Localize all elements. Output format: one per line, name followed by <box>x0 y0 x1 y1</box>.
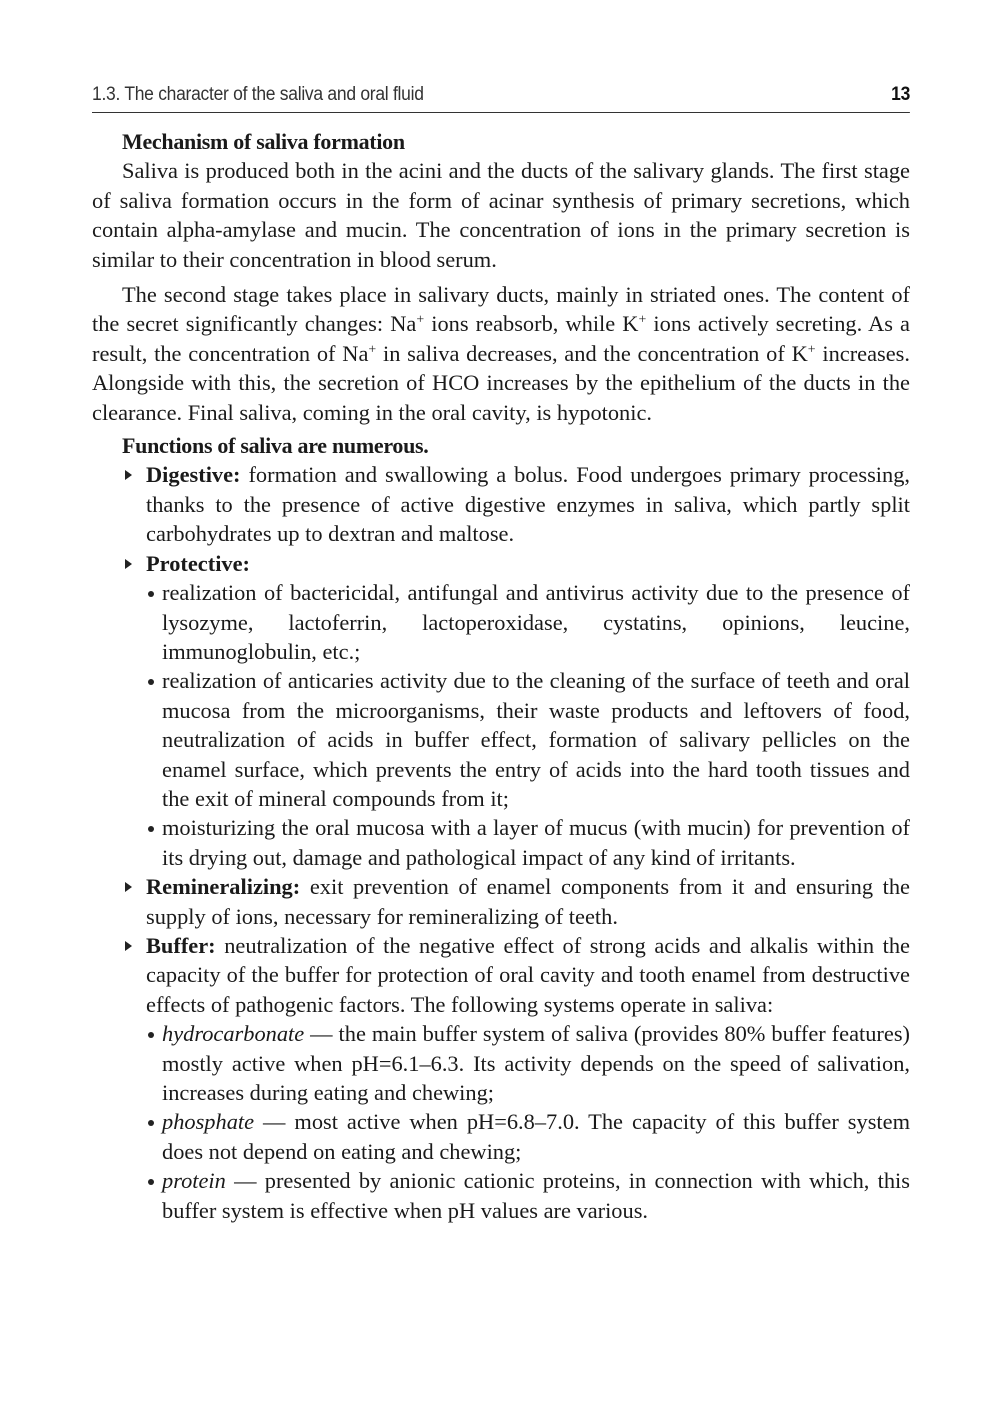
sublist-item <box>146 813 910 872</box>
sublist-item <box>146 1019 910 1107</box>
subitem-text: — the main buffer system of saliva (provides 80% buffer features) mostly active when pH=6.1–6.3. Its activity depends on the speed of salivation, increases during eating and chewing; <box>162 1021 910 1105</box>
dot-bullet-icon <box>148 826 154 832</box>
page-number: 13 <box>891 84 911 105</box>
subitem-term: phosphate <box>162 1109 255 1135</box>
subitem-text: — presented by anionic cationic proteins, in connection with which, this buffer system is effective when pH values are various. <box>162 1168 910 1223</box>
text-run: ions actively secreting. As a result, the concentration of Na <box>92 311 910 366</box>
item-text: neutralization of the negative effect of strong acids and alkalis within the capacity of the buffer for protection of oral cavity and tooth enamel from destructive effects of pathogenic factors. The following systems operate in saliva: <box>146 932 910 1017</box>
text-run: in saliva decreases, and the concentration of K <box>376 340 808 366</box>
dot-bullet-icon <box>148 1120 154 1126</box>
sublist-item <box>146 1107 910 1166</box>
running-title: 1.3. The character of the saliva and oral fluid <box>92 84 424 105</box>
sublist-item <box>146 666 910 813</box>
superscript: + <box>638 312 647 328</box>
triangle-bullet-icon <box>125 470 132 480</box>
text-run: increases. Alongside with this, the secretion of HCO increases by the epithelium of the ducts in the clearance. Final saliva, coming in the oral cavity, is hypotonic. <box>92 340 910 425</box>
superscript: + <box>807 342 816 358</box>
sublist-item <box>146 578 910 666</box>
list-item-protective <box>92 549 910 872</box>
subitem-text: realization of bactericidal, antifungal and antivirus activity due to the presence of lysozyme, lactoferrin, lactoperoxidase, cystatins, opinions, leucine, immunoglobulin, etc.; <box>162 580 910 664</box>
page-body <box>92 127 910 1225</box>
running-header <box>92 84 910 113</box>
triangle-bullet-icon <box>125 941 132 951</box>
item-text: exit prevention of enamel components from it and ensuring the supply of ions, necessary for remineralizing of teeth. <box>146 874 910 929</box>
subitem-text: realization of anticaries activity due to the cleaning of the surface of teeth and oral mucosa from the microorganisms, their waste products and leftovers of food, neutralization of acids in buffer effect, formation of salivary pellicles on the enamel surface, which prevents the entry of acids into the hard tooth tissues and the exit of mineral compounds from it; <box>162 668 910 811</box>
book-page <box>92 84 910 1225</box>
item-label: Digestive: <box>146 462 241 488</box>
subitem-text: moisturizing the oral mucosa with a layer of mucus (with mucin) for prevention of its drying out, damage and pathological impact of any kind of irritants. <box>162 815 910 870</box>
superscript: + <box>416 312 425 328</box>
text-run: The second stage takes place in salivary ducts, mainly in striated ones. The content of the secret significantly changes: Na <box>92 282 910 337</box>
dot-bullet-icon <box>148 1032 154 1038</box>
list-item-buffer <box>92 931 910 1225</box>
triangle-bullet-icon <box>125 882 132 892</box>
section-heading-functions: Functions of saliva are numerous. <box>122 433 429 459</box>
item-text: formation and swallowing a bolus. Food undergoes primary processing, thanks to the presence of active digestive enzymes in saliva, which partly split carbohydrates up to dextran and maltose. <box>146 462 910 547</box>
section-heading-mechanism: Mechanism of saliva formation <box>122 129 405 154</box>
subitem-term: protein <box>162 1168 226 1194</box>
sublist-item <box>146 1166 910 1225</box>
paragraph-second-stage <box>92 280 910 427</box>
functions-list <box>92 460 910 1225</box>
item-label: Buffer: <box>146 932 216 958</box>
dot-bullet-icon <box>148 679 154 685</box>
dot-bullet-icon <box>148 1179 154 1185</box>
paragraph-saliva-production: Saliva is produced both in the acini and the ducts of the salivary glands. The first stage of saliva formation occurs in the form of acinar synthesis of primary secretions, which contain alpha-amylase and mucin. The concentration of ions in the primary secretion is similar to their concentration in blood serum. <box>92 158 910 272</box>
item-label: Protective: <box>146 550 251 576</box>
protective-sublist <box>146 578 910 872</box>
triangle-bullet-icon <box>125 559 132 569</box>
dot-bullet-icon <box>148 591 154 597</box>
item-label: Remineralizing: <box>146 874 301 900</box>
superscript: + <box>368 342 377 358</box>
buffer-sublist <box>146 1019 910 1225</box>
text-run: ions reabsorb, while K <box>424 311 639 337</box>
subitem-text: — most active when pH=6.8–7.0. The capacity of this buffer system does not depend on eating and chewing; <box>162 1109 910 1164</box>
list-item-digestive <box>92 460 910 548</box>
subitem-term: hydrocarbonate <box>162 1021 305 1047</box>
list-item-remineralizing <box>92 872 910 931</box>
